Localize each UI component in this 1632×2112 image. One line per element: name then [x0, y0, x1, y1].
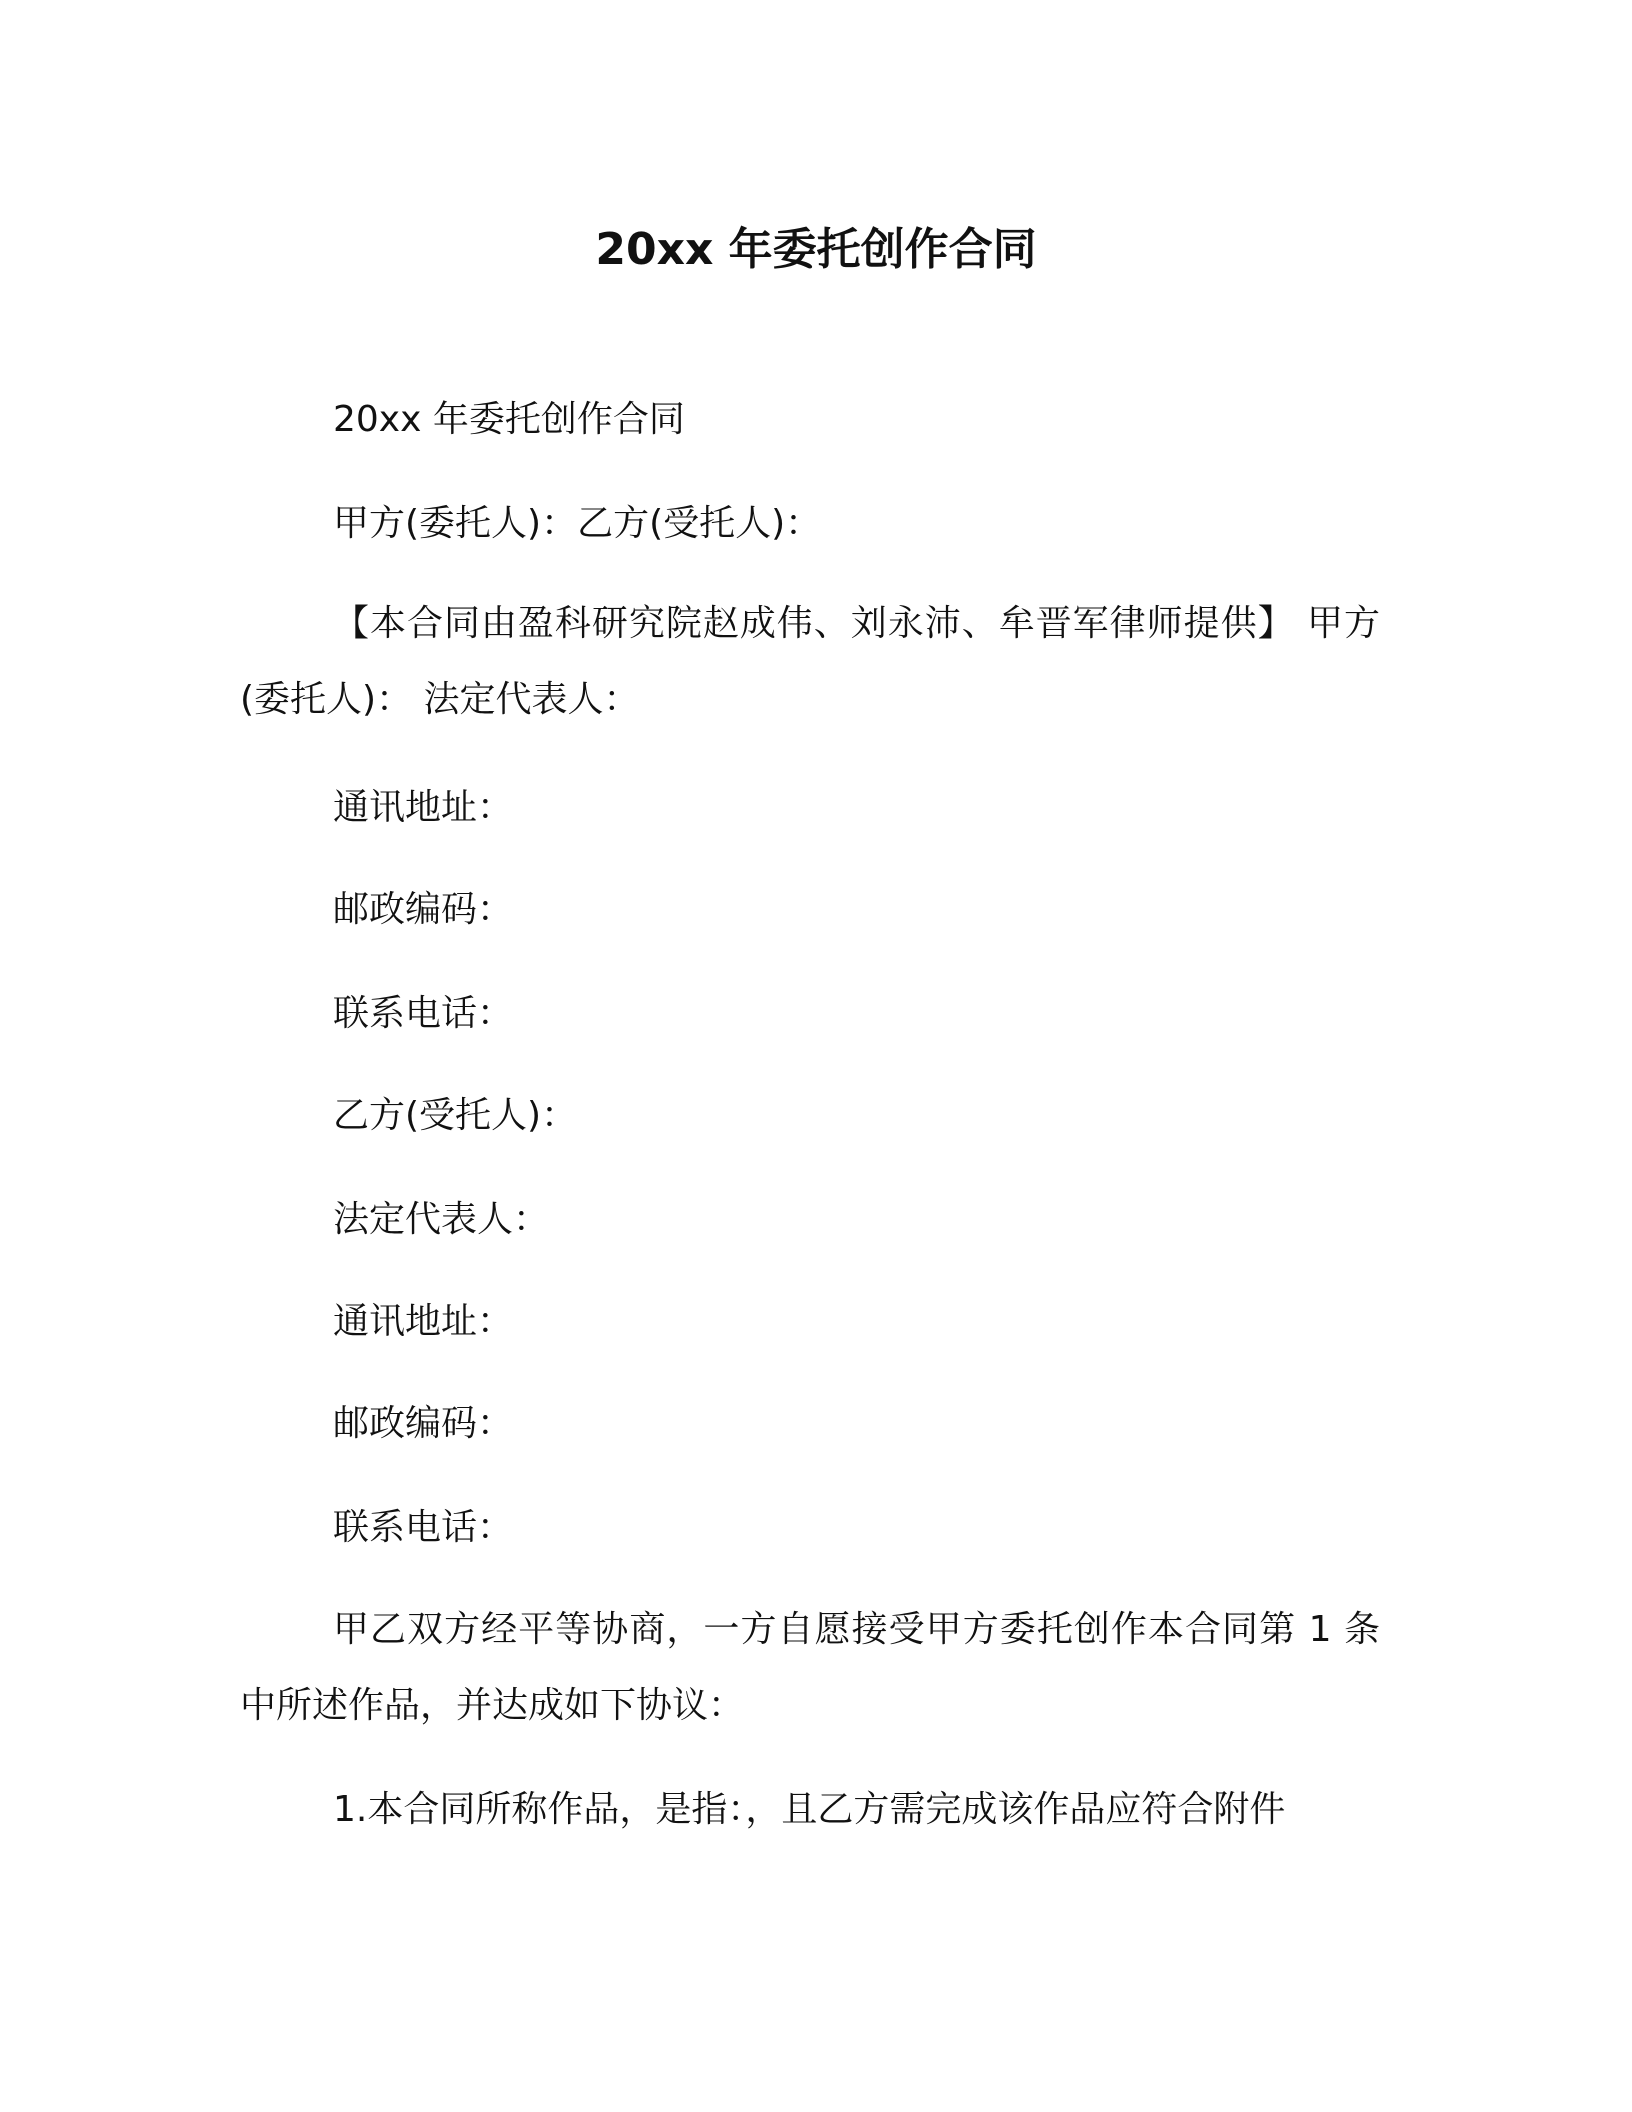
party-b-phone: 联系电话：: [333, 1507, 514, 1548]
parties-line: 甲方(委托人)：乙方(受托人)：: [333, 503, 822, 544]
party-b-postcode: 邮政编码：: [333, 1403, 514, 1444]
contract-subtitle: 20xx 年委托创作合同: [333, 399, 685, 440]
agreement-intro: 甲乙双方经平等协商，一方自愿接受甲方委托创作本合同第 1 条中所述作品，并达成如下协议：: [240, 1609, 1380, 1726]
provider-note: 【本合同由盈科研究院赵成伟、刘永沛、牟晋军律师提供】 甲方(委托人)： 法定代表人：: [240, 603, 1380, 720]
party-b-address: 通讯地址：: [333, 1301, 514, 1342]
document-title: 20xx 年委托创作合同: [595, 224, 1037, 275]
party-b-representative: 法定代表人：: [333, 1199, 550, 1240]
party-a-postcode: 邮政编码：: [333, 889, 514, 930]
party-a-address: 通讯地址：: [333, 787, 514, 828]
clause-1: 1.本合同所称作品，是指：，且乙方需完成该作品应符合附件: [333, 1789, 1286, 1830]
party-b-label: 乙方(受托人)：: [333, 1095, 578, 1136]
party-a-phone: 联系电话：: [333, 993, 514, 1034]
